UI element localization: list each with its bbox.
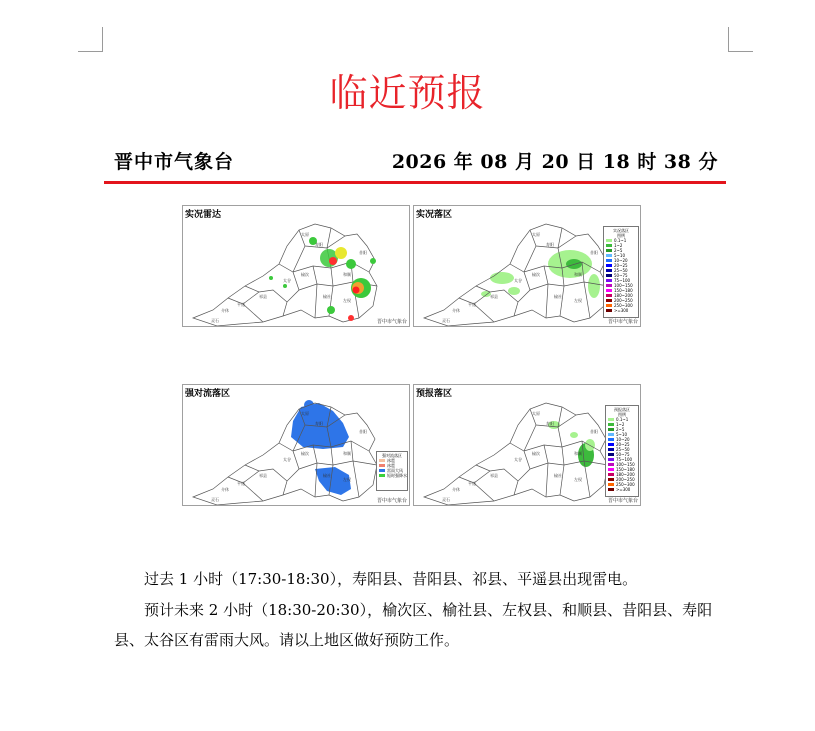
legend-item (377, 473, 407, 478)
legend-label: 2~5 (616, 427, 625, 432)
observed-panel-credit: 晋中市气象台 (607, 319, 638, 325)
county-label: 太谷 (283, 278, 291, 283)
county-border (313, 266, 317, 318)
county-border (299, 461, 377, 469)
forecast-panel-title: 预报落区 (416, 389, 453, 399)
county-label: 榆社 (323, 294, 331, 299)
county-label: 祁县 (259, 473, 267, 478)
legend-swatch (606, 299, 612, 303)
county-label: 太谷 (283, 457, 291, 462)
convective-panel-title: 强对流落区 (185, 389, 231, 399)
county-label: 灵石 (442, 497, 450, 502)
county-label: 平遥 (237, 302, 245, 307)
legend-label: 250~300 (614, 303, 633, 308)
legend-swatch (608, 423, 614, 427)
convective-areas (291, 400, 351, 495)
legend-label: 冰雹 (387, 457, 395, 463)
forecast-panel-credit: 晋中市气象台 (607, 498, 638, 504)
legend-swatch (606, 239, 612, 243)
legend-label: 100~150 (614, 283, 633, 288)
legend-label: 0.1~1 (616, 417, 629, 422)
county-border (544, 266, 548, 318)
county-label: 寿阳 (315, 242, 323, 247)
county-label: 榆社 (554, 294, 562, 299)
legend-swatch (606, 249, 612, 253)
legend-label: 1~2 (616, 422, 625, 427)
legend-label: 5~10 (616, 432, 627, 437)
observed-summary-paragraph: 过去 1 小时（17:30-18:30），寿阳县、昔阳县、祁县、平遥县出现雷电。 (144, 570, 638, 588)
legend-swatch (379, 464, 385, 468)
county-label: 左权 (574, 298, 582, 303)
county-border (243, 304, 263, 322)
legend-label: 10~20 (614, 258, 628, 263)
radar-panel-credit: 晋中市气象台 (376, 319, 407, 325)
red-divider (104, 181, 726, 184)
legend-label: 25~50 (616, 447, 630, 452)
legend-label: 150~180 (614, 288, 633, 293)
legend-label: 200~250 (616, 477, 635, 482)
county-label: 介休 (221, 308, 229, 313)
legend-label: >=300 (614, 308, 629, 313)
legend-swatch (606, 309, 612, 313)
legend-swatch (608, 428, 614, 432)
county-label: 平遥 (468, 302, 476, 307)
legend-swatch (606, 259, 612, 263)
county-label: 榆社 (323, 473, 331, 478)
county-label: 左权 (343, 477, 351, 482)
county-label: 昔阳 (590, 429, 598, 434)
county-label: 寿阳 (546, 242, 554, 247)
county-border (536, 236, 576, 248)
legend-swatch (608, 473, 614, 477)
legend-swatch (608, 443, 614, 447)
county-border (313, 445, 317, 497)
county-label: 太谷 (514, 457, 522, 462)
county-border (530, 461, 608, 469)
issuer-name: 晋中市气象台 (114, 151, 235, 173)
legend-swatch (606, 294, 612, 298)
county-label: 榆次 (532, 451, 540, 456)
legend-swatch (608, 478, 614, 482)
forecast-legend (605, 405, 639, 497)
county-label: 左权 (574, 477, 582, 482)
legend-label: 10~20 (616, 437, 630, 442)
legend-swatch (606, 264, 612, 268)
legend-swatch (379, 474, 385, 478)
county-label: 祁县 (259, 294, 267, 299)
county-label: 平遥 (468, 481, 476, 486)
legend-swatch (606, 279, 612, 283)
county-label: 介休 (221, 487, 229, 492)
legend-swatch (606, 244, 612, 248)
legend-label: 25~50 (614, 268, 628, 273)
county-label: 榆次 (301, 451, 309, 456)
county-border (560, 447, 564, 495)
legend-swatch (606, 254, 612, 258)
radar-panel (182, 205, 410, 327)
county-label: 祁县 (490, 294, 498, 299)
legend-swatch (608, 448, 614, 452)
legend-label: >=300 (616, 487, 631, 492)
legend-swatch (608, 453, 614, 457)
legend-label: 75~100 (614, 278, 631, 283)
county-label: 介休 (452, 308, 460, 313)
legend-label: 冰雹 (387, 462, 395, 468)
county-border (474, 483, 494, 501)
legend-item (604, 308, 638, 313)
legend-swatch (379, 459, 385, 463)
county-label: 寿阳 (546, 421, 554, 426)
legend-label: 50~75 (614, 273, 628, 278)
radar-panel-title: 实况雷达 (185, 210, 222, 220)
legend-swatch (608, 433, 614, 437)
legend-swatch (606, 284, 612, 288)
legend-swatch (608, 418, 614, 422)
legend-label: 20~25 (616, 442, 630, 447)
county-label: 祁县 (490, 473, 498, 478)
county-label: 太原 (301, 232, 309, 237)
county-label: 太谷 (514, 278, 522, 283)
legend-label: 250~300 (616, 482, 635, 487)
county-label: 榆次 (532, 272, 540, 277)
county-label: 昔阳 (590, 250, 598, 255)
county-label: 灵石 (211, 497, 219, 502)
county-label: 太原 (301, 411, 309, 416)
forecast-panel (413, 384, 641, 506)
radar-map (183, 206, 409, 326)
county-label: 昔阳 (359, 250, 367, 255)
county-label: 寿阳 (315, 421, 323, 426)
legend-label: 180~200 (616, 472, 635, 477)
convective-legend (376, 451, 408, 491)
county-label: 太原 (532, 232, 540, 237)
observed-legend-title: 实况落区 图例 (613, 228, 629, 238)
legend-swatch (608, 488, 614, 492)
county-label: 榆次 (301, 272, 309, 277)
legend-swatch (608, 463, 614, 467)
legend-label: 200~250 (614, 298, 633, 303)
convective-panel (182, 384, 410, 506)
legend-swatch (606, 274, 612, 278)
county-border (243, 483, 263, 501)
county-label: 介休 (452, 487, 460, 492)
issue-time: 2026 年 08 月 20 日 18 时 38 分 (391, 151, 718, 173)
convective-panel-credit: 晋中市气象台 (376, 498, 407, 504)
legend-label: 雷雨大风 (387, 467, 403, 473)
page-title: 临近预报 (329, 71, 486, 115)
forecast-summary-paragraph: 预计未来 2 小时（18:30-20:30），榆次区、榆社县、左权县、和顺县、昔阳县、寿阳县、太谷区有雷雨大风。请以上地区做好预防工作。 (114, 601, 713, 649)
county-border (351, 441, 359, 497)
observed-panel (413, 205, 641, 327)
county-label: 太原 (532, 411, 540, 416)
legend-label: 2~5 (614, 248, 623, 253)
county-label: 平遥 (237, 481, 245, 486)
county-border (474, 304, 494, 322)
legend-label: 150~180 (616, 467, 635, 472)
legend-label: 50~75 (616, 452, 630, 457)
convective-legend-title: 强对流落区 (382, 453, 402, 458)
county-label: 昔阳 (359, 429, 367, 434)
legend-label: 75~100 (616, 457, 633, 462)
legend-label: 0.1~1 (614, 238, 627, 243)
legend-label: 短时强降水 (387, 472, 407, 478)
county-label: 左权 (343, 298, 351, 303)
county-label: 和顺 (343, 272, 351, 277)
legend-swatch (608, 438, 614, 442)
legend-label: 100~150 (616, 462, 635, 467)
county-label: 和顺 (574, 451, 582, 456)
legend-swatch (379, 469, 385, 473)
county-label: 和顺 (574, 272, 582, 277)
legend-swatch (608, 458, 614, 462)
legend-label: 20~25 (614, 263, 628, 268)
legend-label: 180~200 (614, 293, 633, 298)
forecast-legend-title: 预报落区 图例 (614, 407, 630, 417)
legend-label: 1~2 (614, 243, 623, 248)
legend-swatch (606, 269, 612, 273)
legend-swatch (606, 304, 612, 308)
legend-label: 5~10 (614, 253, 625, 258)
observed-panel-title: 实况落区 (416, 210, 453, 220)
county-border (544, 445, 548, 497)
county-label: 榆社 (554, 473, 562, 478)
legend-swatch (608, 468, 614, 472)
county-label: 和顺 (343, 451, 351, 456)
legend-swatch (608, 483, 614, 487)
county-label: 灵石 (442, 318, 450, 323)
legend-swatch (606, 289, 612, 293)
county-label: 灵石 (211, 318, 219, 323)
observed-legend (603, 226, 639, 318)
legend-item (606, 487, 638, 492)
